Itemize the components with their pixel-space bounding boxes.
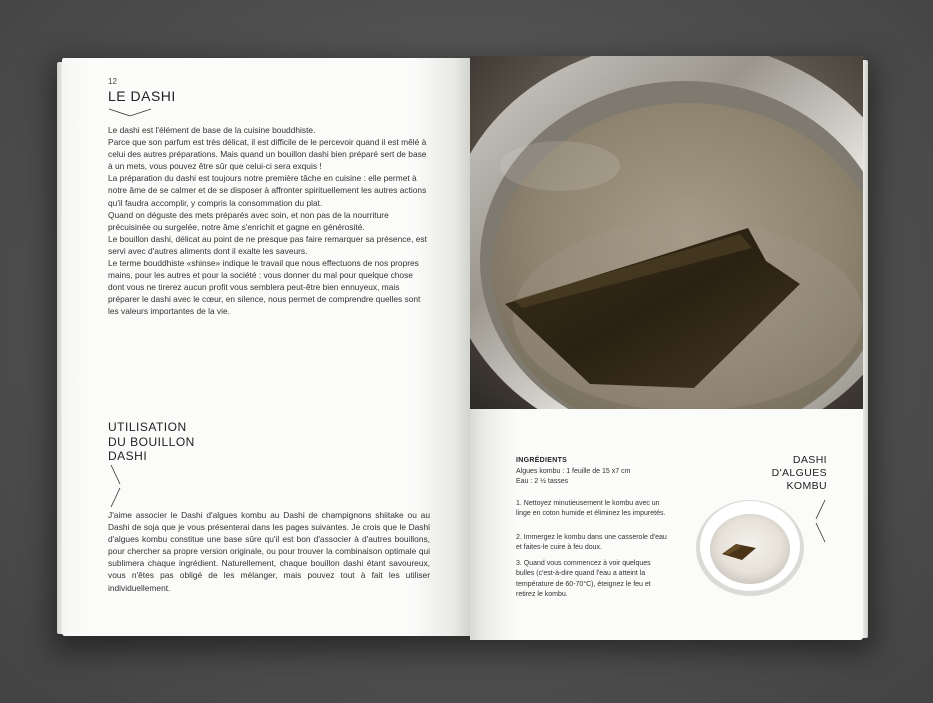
section-text xyxy=(108,509,430,594)
paragraph: La préparation du dashi est toujours notre première tâche en cuisine : elle permet à notre âme de se calmer et de se disposer à affronter spirituellement les autres actions qu'il faudra accomplir, y compris la consommation du plat. xyxy=(108,173,427,208)
title-chevron-mark xyxy=(108,107,152,117)
recipe-title-line: D'ALGUES xyxy=(771,467,827,479)
kombu-bowl-photo xyxy=(694,494,806,598)
section-title xyxy=(108,420,228,464)
section-title-line: UTILISATION xyxy=(108,420,187,434)
left-page xyxy=(62,58,470,636)
ingredients-heading: INGRÉDIENTS xyxy=(516,457,568,464)
right-page xyxy=(470,56,863,640)
paragraph: Parce que son parfum est très délicat, il est difficile de le percevoir quand il est mêlé à celui des autres préparations. Mais quand un bouillon dashi bien préparé sert de base à un mets, vous pouvez être sûr que celui-ci sera exquis ! xyxy=(108,137,427,172)
paragraph: J'aime associer le Dashi d'algues kombu au Dashi de champignons shiitake ou au Dashi de soja que je vous présenterai dans les pages suivantes. Je crois que le Dashi d'algues kombu constitue une base sûre qu'il est bon d'associer à d'autres bouillons, pour chercher sa propre version originale, ou pour trouver la combinaison optimale qui sublimera chaque ingrédient. Naturellement, chaque bouillon dashi étant savoureux, vous n'êtes pas obligé de les mélanger, mais pouvez tout à fait les utiliser individuellement. xyxy=(108,510,430,593)
page-number: 12 xyxy=(108,77,117,86)
paragraph: Le terme bouddhiste «shinse» indique le travail que nous effectuons de nos propres mains, pour les autres et pour la société : vous donner du mal pour quelque chose dont vous ne tirerez aucun profit vous semblera peut-être bien ennuyeux, mais préparer le dashi avec le cœur, en silence, nous permet de comprendre quelles sont les valeurs importantes de la vie. xyxy=(108,258,421,317)
ingredient-item: Eau : 2 ½ tasses xyxy=(516,478,569,485)
recipe-step: 2. Immergez le kombu dans une casserole d'eau et faites-le cuire à feu doux. xyxy=(516,534,667,552)
recipe-step: 3. Quand vous commencez à voir quelques bulles (c'est-à-dire quand l'eau a atteint la température de 60-70°C), éteignez le feu et retirez le kombu. xyxy=(516,560,651,599)
paragraph: Le bouillon dashi, délicat au point de ne presque pas faire remarquer sa présence, est servi avec d'autres aliments dont il exalte les saveurs. xyxy=(108,233,427,256)
section-title-line: DU BOUILLON xyxy=(108,434,195,449)
paragraph: Quand on déguste des mets préparés avec soin, et non pas de la nourriture précuisinée ou surgelée, notre âme s'enrichit et gagne en générosité. xyxy=(108,209,389,232)
recipe-title-line: KOMBU xyxy=(786,480,827,492)
ingredient-item: Algues kombu : 1 feuille de 15 x7 cm xyxy=(516,468,631,475)
section-slash-mark xyxy=(110,464,122,508)
recipe-step: 1. Nettoyez minutieusement le kombu avec un linge en coton humide et éliminez les impuretés. xyxy=(516,500,666,518)
section-title-line: DASHI xyxy=(108,449,148,463)
page-title: LE DASHI xyxy=(108,88,176,104)
recipe-title-line: DASHI xyxy=(792,454,827,466)
paragraph: Le dashi est l'élément de base de la cuisine bouddhiste. xyxy=(108,125,316,135)
kombu-pot-photo xyxy=(470,56,863,409)
recipe-title xyxy=(727,454,827,493)
intro-text xyxy=(108,124,430,318)
recipe-slash-mark xyxy=(815,499,827,543)
